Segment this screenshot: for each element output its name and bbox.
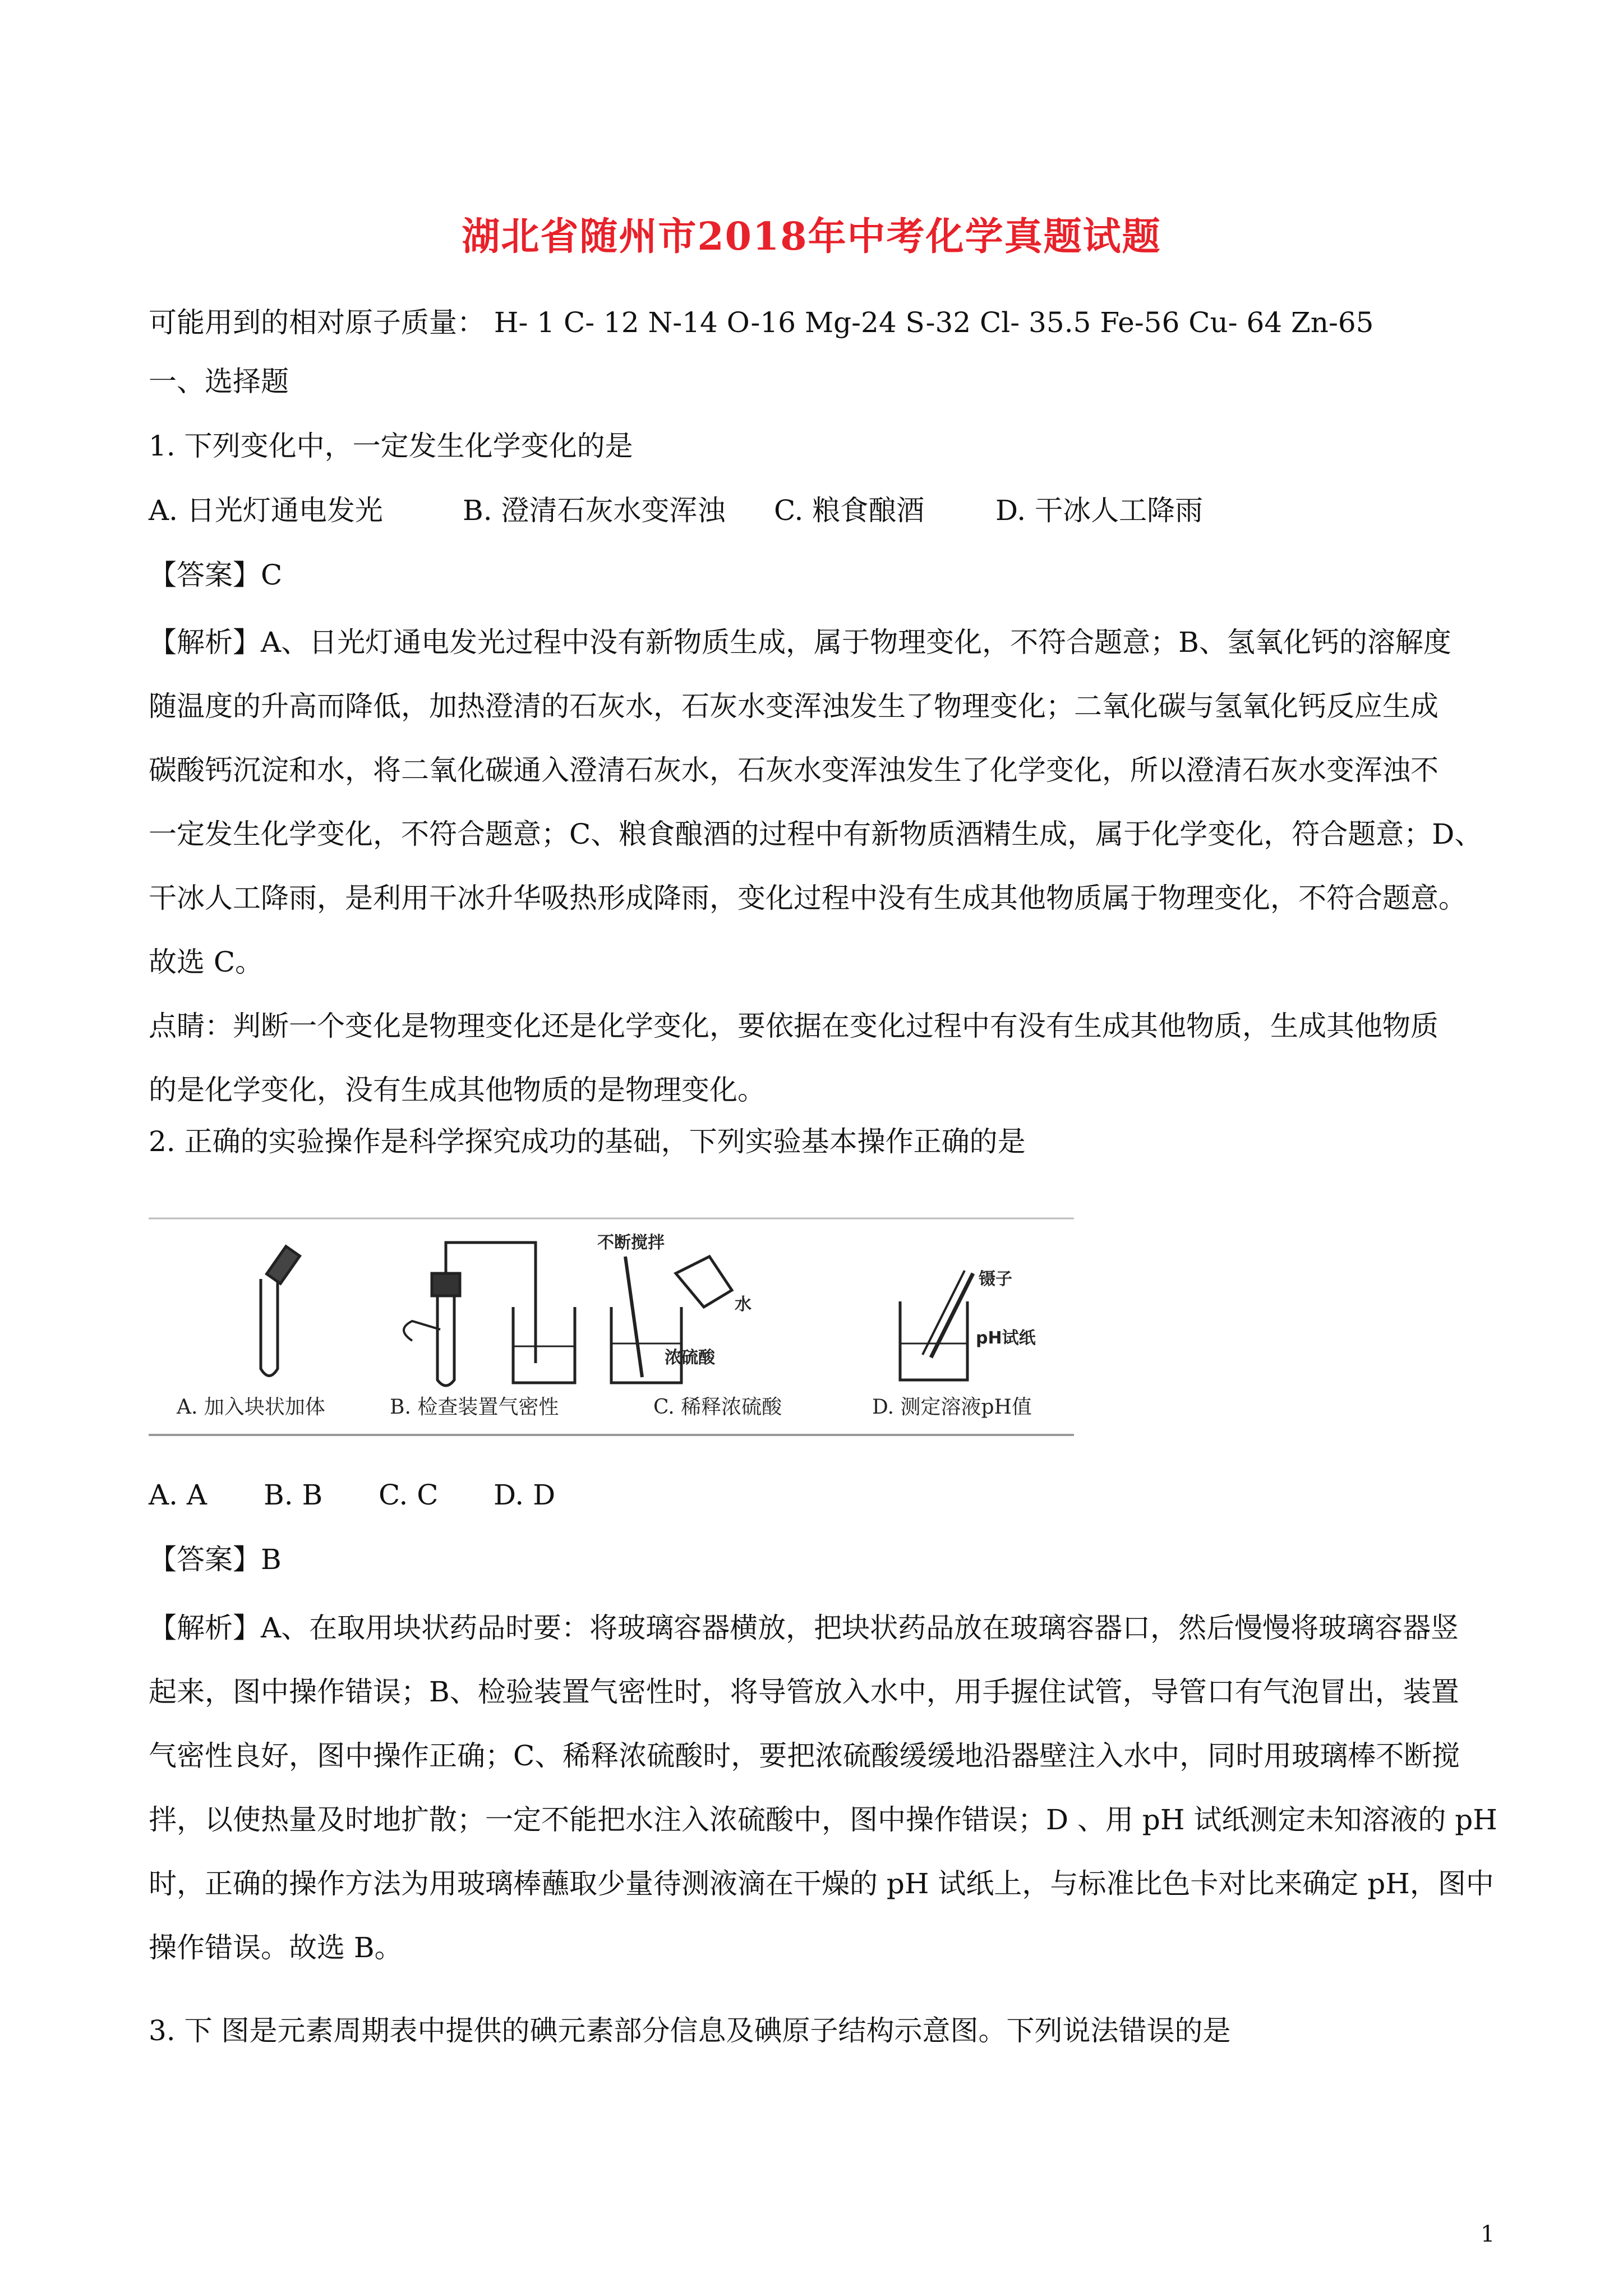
q1-analysis [149,610,1495,994]
q1-analysis-line: 一定发生化学变化，不符合题意；C、粮食酿酒的过程中有新物质酒精生成，属于化学变化，符合题意；D、 [149,818,1483,850]
q1-stem: 1. 下列变化中，一定发生化学变化的是 [149,430,633,462]
q2-stem: 2. 正确的实验操作是科学探究成功的基础，下列实验基本操作正确的是 [149,1125,1026,1158]
lab-operations-svg [149,1217,1074,1436]
note-water: 水 [735,1295,751,1314]
q2-answer: 【答案】B [149,1543,282,1576]
q1-answer: 【答案】C [149,559,283,591]
q1-option-d: D. 干冰人工降雨 [995,494,1204,527]
figure-d-ph-test [900,1271,973,1380]
figure-label-b: B. 检查装置气密性 [390,1396,559,1419]
note-acid: 浓硫酸 [665,1348,715,1368]
lab-operations-figure [149,1217,1074,1436]
figure-label-a: A. 加入块状加体 [177,1396,325,1419]
figure-a-test-tube [261,1246,299,1376]
q2-analysis-line: 气密性良好，图中操作正确；C、稀释浓硫酸时，要把浓硫酸缓缓地沿器壁注入水中，同时用玻璃棒不断搅 [149,1740,1460,1772]
page-number: 1 [1481,2221,1495,2247]
q1-analysis-line: 随温度的升高而降低，加热澄清的石灰水，石灰水变浑浊发生了物理变化；二氧化碳与氢氧化钙反应生成 [149,690,1438,723]
q2-analysis-line: 拌，以使热量及时地扩散；一定不能把水注入浓硫酸中，图中操作错误；D 、用 pH 试纸测定未知溶液的 pH [149,1803,1497,1836]
q2-option-b: B. B [264,1479,323,1511]
q2-option-d: D. D [494,1479,556,1511]
q3-stem: 3. 下 图是元素周期表中提供的碘元素部分信息及碘原子结构示意图。下列说法错误的是 [149,2014,1231,2047]
q2-option-a: A. A [149,1479,208,1511]
q1-analysis-line: 干冰人工降雨，是利用干冰升华吸热形成降雨，变化过程中没有生成其他物质属于物理变化，不符合题意。 [149,882,1467,914]
note-stir: 不断搅拌 [597,1233,665,1253]
q1-option-c: C. 粮食酿酒 [774,494,925,527]
q2-options [149,1475,1492,1515]
q1-tip [149,994,1495,1122]
atomic-mass-line: 可能用到的相对原子质量： H- 1 C- 12 N-14 O-16 Mg-24 S-32 Cl- 35.5 Fe-56 Cu- 64 Zn-65 [149,306,1374,339]
q1-tip-line: 点睛：判断一个变化是物理变化还是化学变化，要依据在变化过程中有没有生成其他物质，生成其他物质 [149,1010,1438,1042]
q1-options [149,491,1492,530]
q2-analysis-line: 起来，图中操作错误；B、检验装置气密性时，将导管放入水中，用手握住试管，导管口有气泡冒出，装置 [149,1676,1459,1708]
q2-analysis-line: 【解析】A、在取用块状药品时要：将玻璃容器横放，把块状药品放在玻璃容器口，然后慢慢将玻璃容器竖 [149,1612,1459,1644]
q1-analysis-line: 故选 C。 [149,946,264,978]
section-heading: 一、选择题 [149,365,289,398]
q1-analysis-line: 碳酸钙沉淀和水，将二氧化碳通入澄清石灰水，石灰水变浑浊发生了化学变化，所以澄清石灰水变浑浊不 [149,754,1438,786]
q2-analysis-line: 操作错误。故选 B。 [149,1931,403,1964]
q2-analysis-line: 时，正确的操作方法为用玻璃棒蘸取少量待测液滴在干燥的 pH 试纸上，与标准比色卡对比来确定 pH，图中 [149,1867,1494,1900]
q1-tip-line: 的是化学变化，没有生成其他物质的是物理变化。 [149,1074,766,1106]
note-ph-paper: pH试纸 [976,1328,1036,1348]
q1-option-a: A. 日光灯通电发光 [149,494,383,527]
note-tweezers: 镊子 [979,1269,1012,1289]
figure-label-d: D. 测定溶液pH值 [872,1396,1032,1419]
q2-analysis [149,1596,1495,1980]
page-title: 湖北省随州市2018年中考化学真题试题 [462,214,1161,259]
q1-option-b: B. 澄清石灰水变浑浊 [463,494,726,527]
q1-analysis-line: 【解析】A、日光灯通电发光过程中没有新物质生成，属于物理变化，不符合题意；B、氢氧化钙的溶解度 [149,626,1451,659]
figure-label-c: C. 稀释浓硫酸 [653,1396,782,1419]
q2-option-c: C. C [379,1479,439,1511]
figure-b-airtightness [404,1243,575,1386]
